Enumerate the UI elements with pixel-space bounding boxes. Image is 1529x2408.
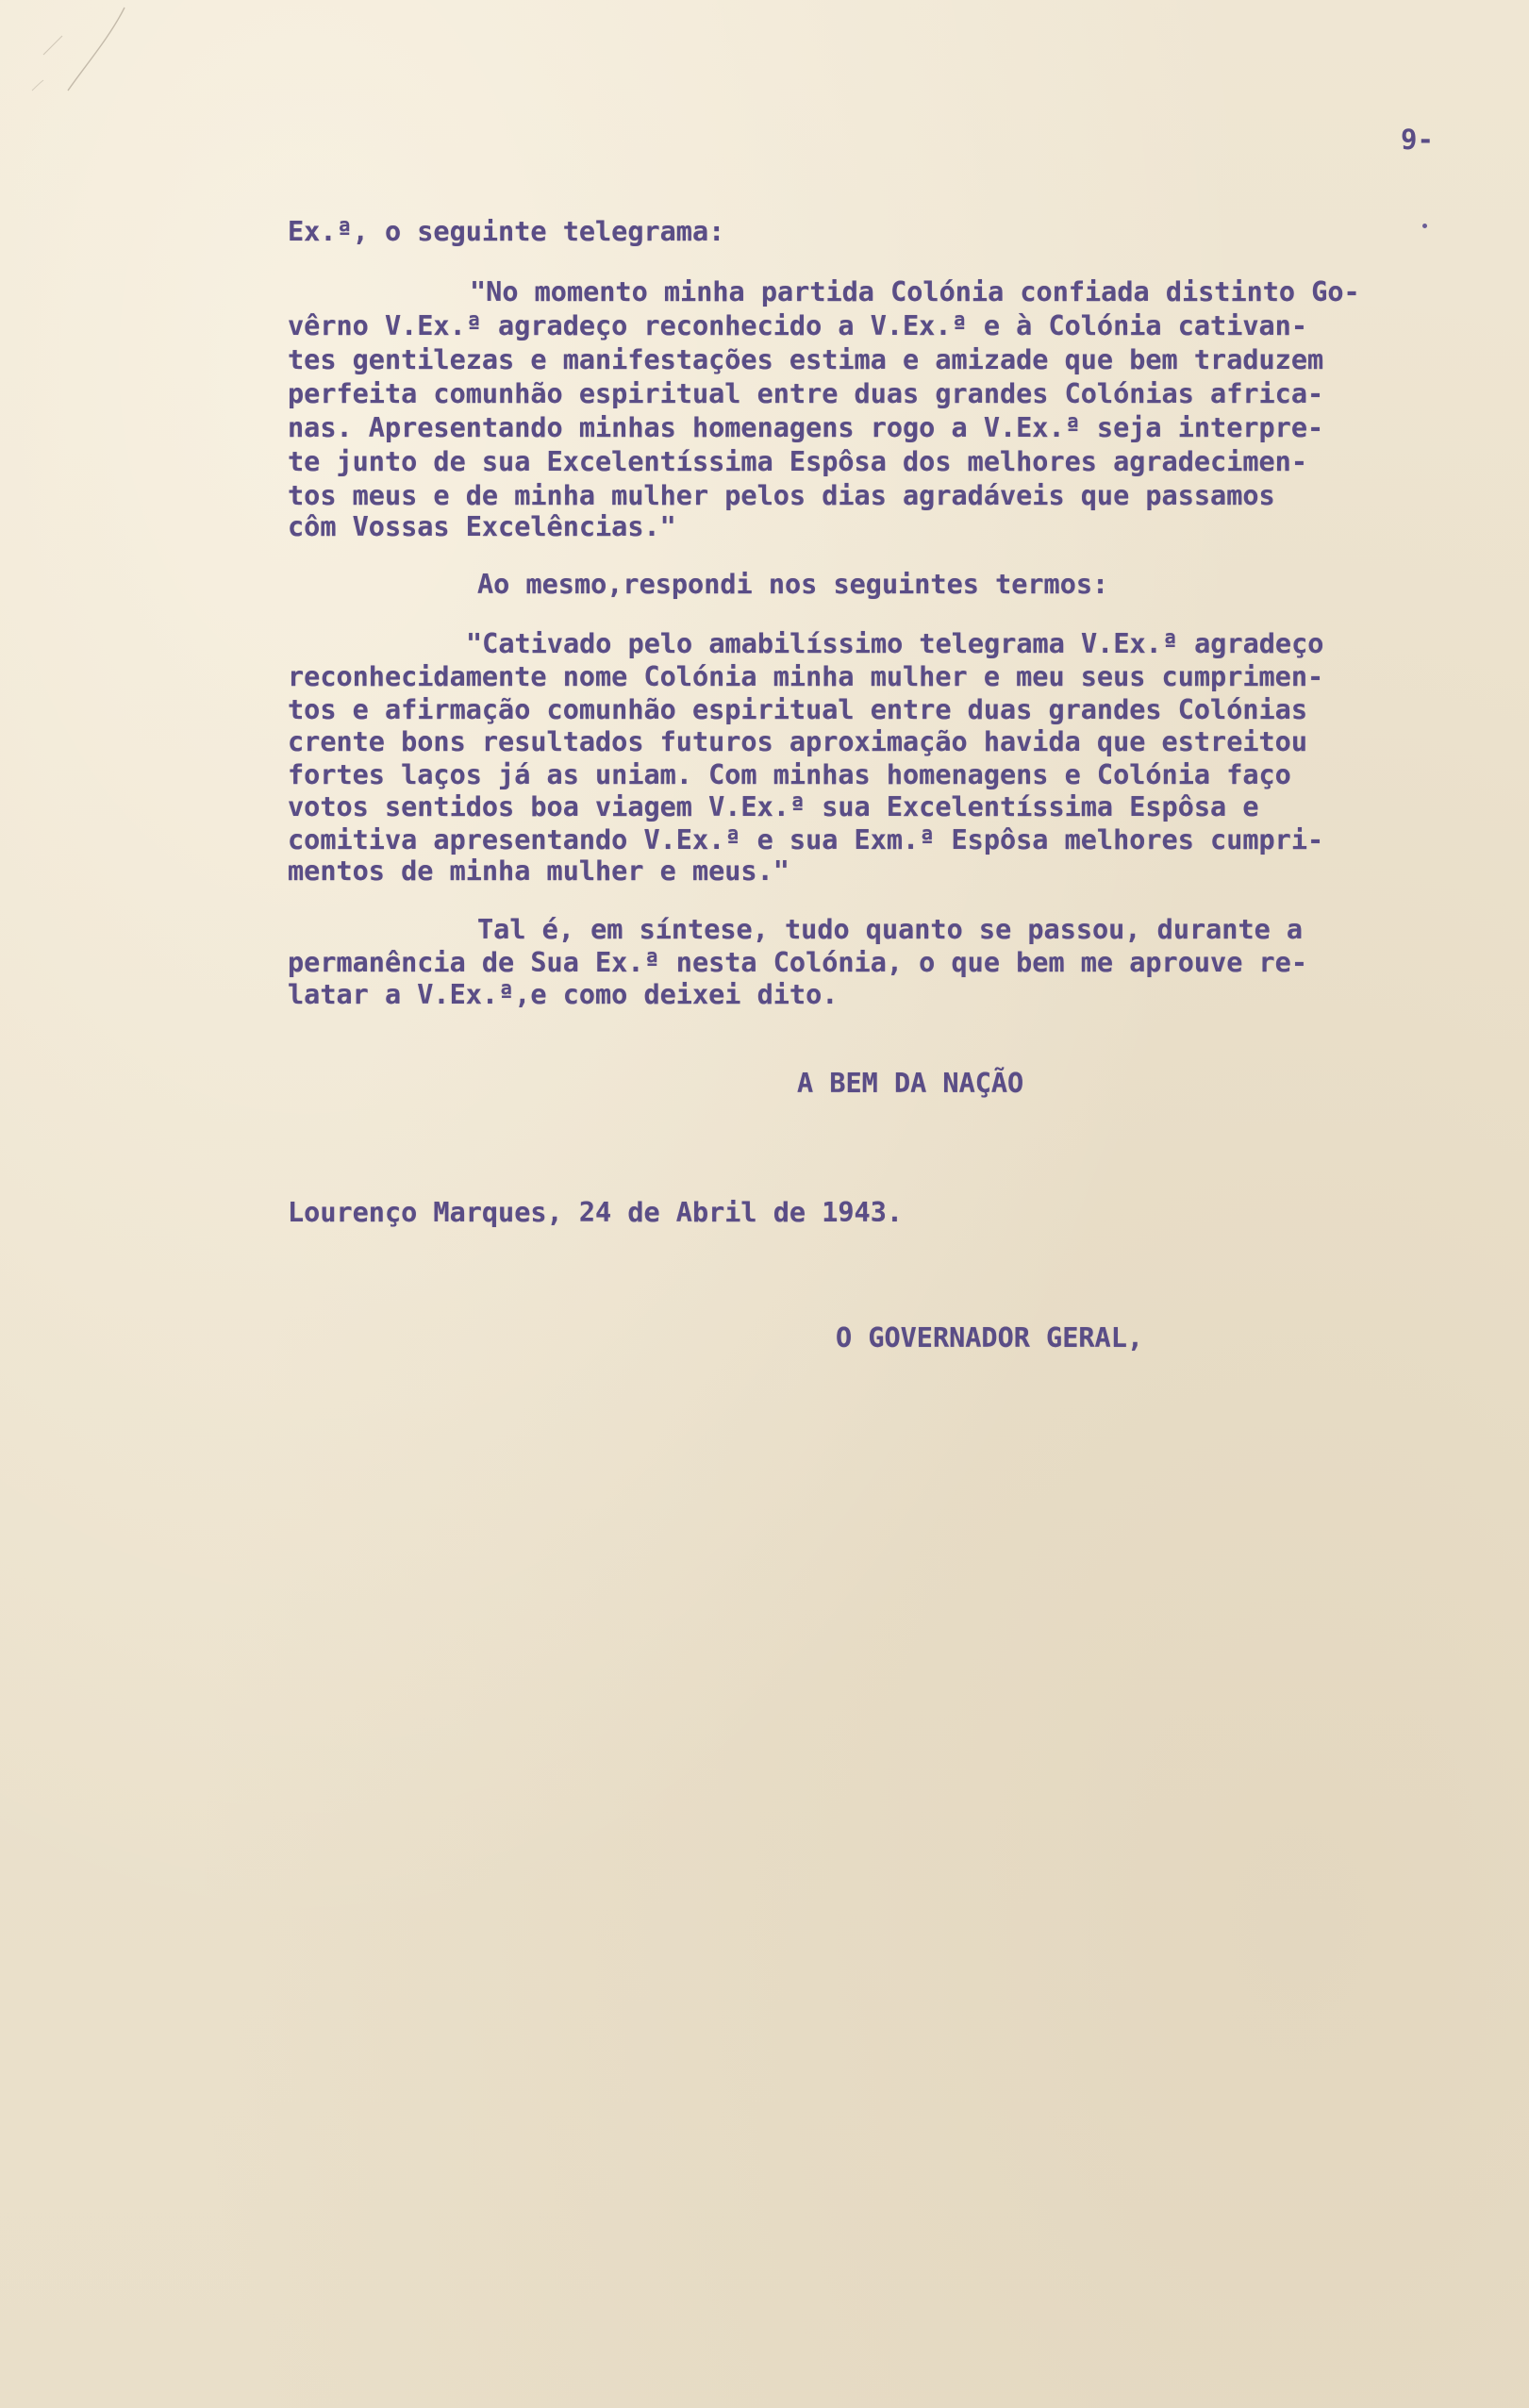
text-line: crente bons resultados futuros aproximação havida que estreitou xyxy=(288,726,1307,757)
text-line: te junto de sua Excelentíssima Espôsa dos melhores agradecimen- xyxy=(288,446,1307,477)
page-number: 9- xyxy=(1401,124,1434,156)
pencil-mark xyxy=(26,0,130,113)
text-line: Ex.ª, o seguinte telegrama: xyxy=(288,216,725,247)
text-line: permanência de Sua Ex.ª nesta Colónia, o que bem me aprouve re- xyxy=(288,947,1307,978)
text-line: "Cativado pelo amabilíssimo telegrama V.Ex.ª agradeço xyxy=(466,628,1324,659)
text-line: reconhecidamente nome Colónia minha mulher e meu seus cumprimen- xyxy=(288,661,1324,692)
text-line: "No momento minha partida Colónia confiada distinto Go- xyxy=(470,276,1360,307)
text-line: votos sentidos boa viagem V.Ex.ª sua Excelentíssima Espôsa e xyxy=(288,791,1259,822)
text-line: comitiva apresentando V.Ex.ª e sua Exm.ª Espôsa melhores cumpri- xyxy=(288,824,1324,855)
text-line: tes gentilezas e manifestações estima e amizade que bem traduzem xyxy=(288,344,1324,375)
text-line: Ao mesmo,respondi nos seguintes termos: xyxy=(477,569,1109,600)
text-line: perfeita comunhão espiritual entre duas grandes Colónias africa- xyxy=(288,378,1324,409)
text-line: fortes laços já as uniam. Com minhas homenagens e Colónia faço xyxy=(288,759,1291,790)
motto: A BEM DA NAÇÃO xyxy=(797,1068,1024,1099)
text-line: mentos de minha mulher e meus." xyxy=(288,855,789,887)
place-date: Lourenço Marques, 24 de Abril de 1943. xyxy=(288,1197,904,1228)
text-line: tos meus e de minha mulher pelos dias agradáveis que passamos xyxy=(288,480,1275,511)
text-line: côm Vossas Excelências." xyxy=(288,511,676,542)
text-line: nas. Apresentando minhas homenagens rogo a V.Ex.ª seja interpre- xyxy=(288,412,1324,443)
signature-title: O GOVERNADOR GERAL, xyxy=(836,1322,1144,1353)
text-line: latar a V.Ex.ª,e como deixei dito. xyxy=(288,979,839,1010)
text-line: Tal é, em síntese, tudo quanto se passou, durante a xyxy=(477,914,1304,945)
text-line: tos e afirmação comunhão espiritual entre duas grandes Colónias xyxy=(288,694,1307,725)
text-line: vêrno V.Ex.ª agradeço reconhecido a V.Ex.ª e à Colónia cativan- xyxy=(288,310,1307,341)
stray-dot xyxy=(1422,224,1427,228)
